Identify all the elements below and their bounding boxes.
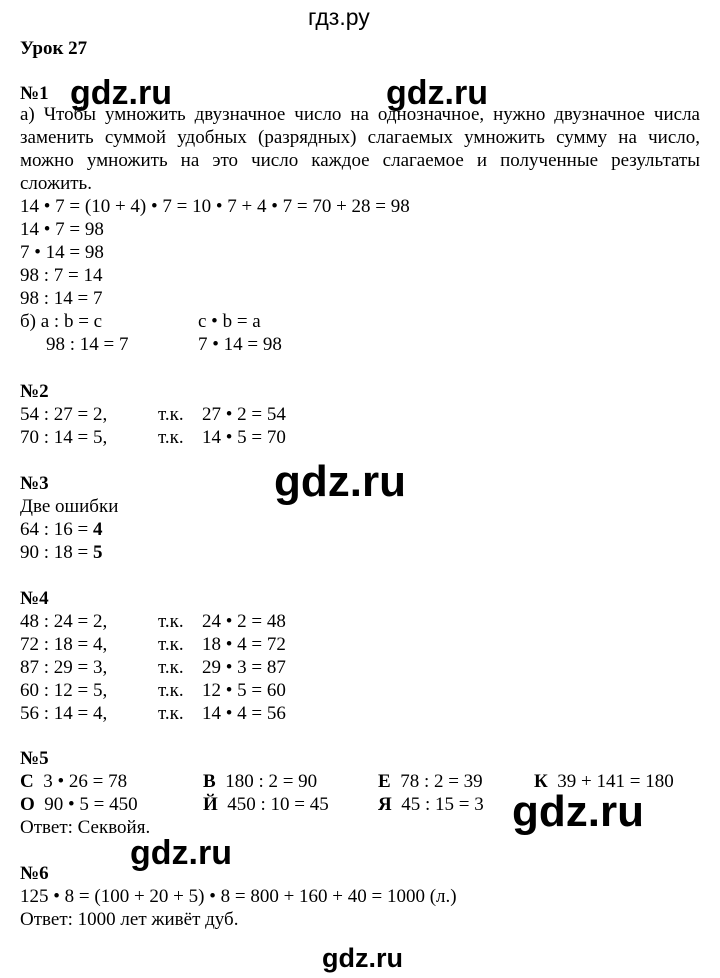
task4-check: 18 • 4 = 72	[202, 634, 286, 655]
task1-b-right-1: c • b = a	[198, 311, 261, 332]
task6-answer: Ответ: 1000 лет живёт дуб.	[20, 909, 239, 930]
task5-title: №5	[20, 748, 49, 769]
task6-title: №6	[20, 863, 49, 884]
task1-b-left-1: б) а : b = c	[20, 311, 103, 332]
task2-check: 14 • 5 = 70	[202, 427, 286, 448]
task5-answer: Ответ: Секвойя.	[20, 817, 151, 838]
task1-title: №1	[20, 83, 49, 104]
task4-check: 12 • 5 = 60	[202, 680, 286, 701]
watermark: gdz.ru	[130, 834, 232, 872]
task5-item: В 180 : 2 = 90	[203, 771, 318, 792]
task1-line: 98 : 7 = 14	[20, 265, 103, 286]
task3-row: 90 : 18 = 5	[20, 542, 103, 563]
task1-line: 98 : 14 = 7	[20, 288, 103, 309]
task4-tk: т.к.	[158, 611, 184, 632]
task5-item: Е 78 : 2 = 39	[378, 771, 483, 792]
task1-line: 14 • 7 = (10 + 4) • 7 = 10 • 7 + 4 • 7 = 70 + 28 = 98	[20, 196, 410, 217]
watermark: gdz.ru	[322, 943, 403, 973]
task2-eq: 70 : 14 = 5,	[20, 427, 108, 448]
lesson-title: Урок 27	[20, 38, 88, 59]
task5-item: Й 450 : 10 = 45	[203, 794, 329, 815]
task3-text: Две ошибки	[20, 496, 119, 517]
task4-check: 24 • 2 = 48	[202, 611, 286, 632]
task2-eq: 54 : 27 = 2,	[20, 404, 108, 425]
task2-title: №2	[20, 381, 49, 402]
task4-tk: т.к.	[158, 703, 184, 724]
task1-line: 7 • 14 = 98	[20, 242, 104, 263]
task1-paragraph: а) Чтобы умножить двузначное число на однозначное, нужно двузначное числа заменить суммой удобных (разрядных) слагаемых умножить сумму на число, можно умножить на это число каждое слагаемое и полученные результаты сложить.	[20, 104, 700, 194]
task2-tk: т.к.	[158, 404, 184, 425]
task3-answer: 4	[93, 519, 103, 540]
task1-b-right-2: 7 • 14 = 98	[198, 334, 282, 355]
watermark: gdz.ru	[70, 74, 172, 112]
task3-answer: 5	[93, 542, 103, 563]
watermark: gdz.ru	[274, 457, 406, 506]
task5-item: Я 45 : 15 = 3	[378, 794, 484, 815]
task3-title: №3	[20, 473, 49, 494]
task1-line: 14 • 7 = 98	[20, 219, 104, 240]
watermark: gdz.ru	[386, 74, 488, 112]
task2-check: 27 • 2 = 54	[202, 404, 286, 425]
task3-row: 64 : 16 = 4	[20, 519, 103, 540]
task5-item: С 3 • 26 = 78	[20, 771, 128, 792]
site-header: гдз.ру	[308, 4, 370, 30]
task4-eq: 56 : 14 = 4,	[20, 703, 108, 724]
task4-eq: 48 : 24 = 2,	[20, 611, 108, 632]
task4-tk: т.к.	[158, 634, 184, 655]
task1-b-left-2: 98 : 14 = 7	[46, 334, 129, 355]
task4-tk: т.к.	[158, 657, 184, 678]
task6-line: 125 • 8 = (100 + 20 + 5) • 8 = 800 + 160 + 40 = 1000 (л.)	[20, 886, 457, 907]
task4-check: 14 • 4 = 56	[202, 703, 286, 724]
task4-eq: 60 : 12 = 5,	[20, 680, 108, 701]
task4-title: №4	[20, 588, 49, 609]
watermark: gdz.ru	[512, 787, 644, 836]
task5-item: К 39 + 141 = 180	[534, 771, 674, 792]
task4-eq: 72 : 18 = 4,	[20, 634, 108, 655]
task4-tk: т.к.	[158, 680, 184, 701]
task2-tk: т.к.	[158, 427, 184, 448]
task5-item: О 90 • 5 = 450	[20, 794, 138, 815]
task4-check: 29 • 3 = 87	[202, 657, 286, 678]
task4-eq: 87 : 29 = 3,	[20, 657, 108, 678]
